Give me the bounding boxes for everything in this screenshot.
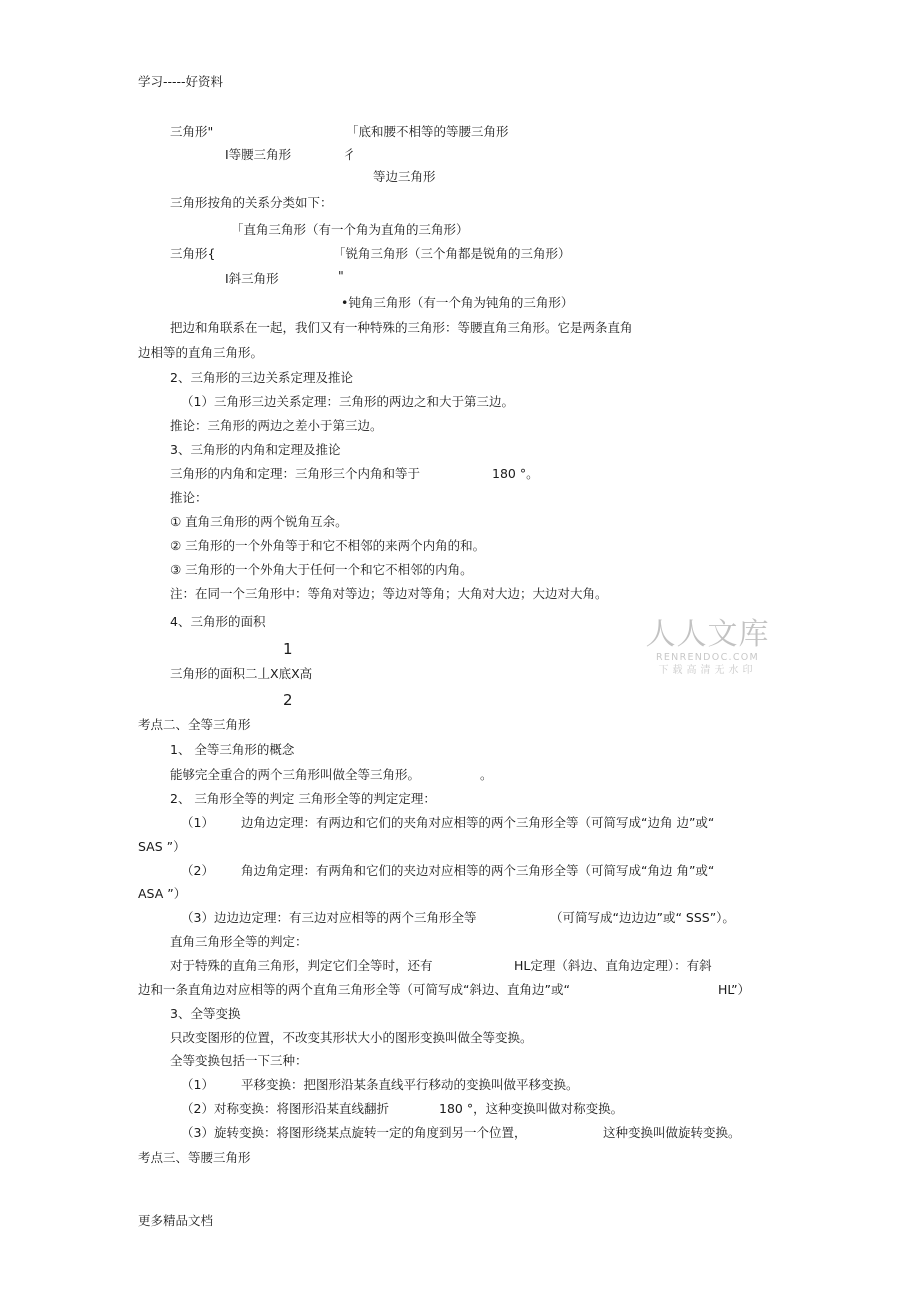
topic-heading: 考点三、等腰三角形 bbox=[138, 1150, 251, 1165]
watermark bbox=[640, 618, 775, 684]
list-item: 180 °，这种变换叫做对称变换。 bbox=[439, 1101, 624, 1116]
paragraph: 三角形的内角和定理：三角形三个内角和等于 bbox=[170, 466, 421, 481]
paragraph: 边和一条直角边对应相等的两个直角三角形全等（可简写成“斜边、直角边”或“ bbox=[138, 982, 570, 997]
classification-root-angles: 三角形{ bbox=[170, 246, 216, 261]
classification-root-sides: 三角形" bbox=[170, 124, 214, 139]
list-item: 平移变换：把图形沿某条直线平行移动的变换叫做平移变换。 bbox=[241, 1077, 579, 1092]
paragraph: 能够完全重合的两个三角形叫做全等三角形。 bbox=[170, 767, 421, 782]
list-item: 这种变换叫做旋转变换。 bbox=[603, 1125, 741, 1140]
paragraph: HL定理（斜边、直角边定理）：有斜 bbox=[514, 958, 712, 973]
page-header: 学习-----好资料 bbox=[138, 74, 224, 89]
classification-item: 等边三角形 bbox=[373, 169, 436, 184]
classification-item: I等腰三角形 bbox=[225, 147, 292, 162]
theorem: 角边角定理：有两角和它们的夹边对应相等的两个三角形全等（可简写成“角边 角”或“ bbox=[241, 863, 715, 878]
section-heading: 2、 三角形全等的判定 三角形全等的判定定理： bbox=[170, 791, 436, 806]
fraction-numerator: 1 bbox=[283, 640, 293, 658]
paragraph: 。 bbox=[480, 767, 493, 782]
list-item: （3）旋转变换：将图形绕某点旋转一定的角度到另一个位置， bbox=[181, 1125, 527, 1140]
paragraph: 直角三角形全等的判定： bbox=[170, 934, 308, 949]
note: 注：在同一个三角形中：等角对等边；等边对等角；大角对大边；大边对大角。 bbox=[170, 586, 608, 601]
section-heading: 2、三角形的三边关系定理及推论 bbox=[170, 370, 353, 385]
section-heading: 3、全等变换 bbox=[170, 1006, 241, 1021]
classification-brace: 彳 bbox=[343, 147, 356, 162]
area-formula: 三角形的面积二丄X底X高 bbox=[170, 666, 313, 681]
paragraph: 全等变换包括一下三种： bbox=[170, 1053, 308, 1068]
paragraph: 推论： bbox=[170, 490, 208, 505]
classification-item: •钝角三角形（有一个角为钝角的三角形） bbox=[341, 295, 574, 310]
paragraph: 只改变图形的位置，不改变其形状大小的图形变换叫做全等变换。 bbox=[170, 1030, 533, 1045]
classification-item: 「底和腰不相等的等腰三角形 bbox=[346, 124, 509, 139]
paragraph: 180 °。 bbox=[492, 466, 539, 481]
topic-heading: 考点二、全等三角形 bbox=[138, 717, 251, 732]
paragraph: 三角形按角的关系分类如下： bbox=[170, 195, 333, 210]
list-marker: （1） bbox=[181, 1077, 214, 1092]
fraction-denominator: 2 bbox=[283, 691, 293, 709]
paragraph: HL”） bbox=[718, 982, 751, 997]
paragraph: 对于特殊的直角三角形，判定它们全等时，还有 bbox=[170, 958, 433, 973]
list-item: ③ 三角形的一个外角大于任何一个和它不相邻的内角。 bbox=[170, 562, 473, 577]
theorem: 边角边定理：有两边和它们的夹角对应相等的两个三角形全等（可简写成“边角 边”或“ bbox=[241, 815, 715, 830]
page-footer: 更多精品文档 bbox=[138, 1213, 214, 1228]
watermark-slogan: 下载高清无水印 bbox=[658, 665, 757, 676]
classification-brace: " bbox=[338, 268, 344, 283]
theorem-continuation: ASA ”） bbox=[138, 886, 187, 901]
section-heading: 1、 全等三角形的概念 bbox=[170, 742, 295, 757]
list-marker: （1） bbox=[181, 815, 214, 830]
list-item: ② 三角形的一个外角等于和它不相邻的来两个内角的和。 bbox=[170, 538, 486, 553]
paragraph: （1）三角形三边关系定理：三角形的两边之和大于第三边。 bbox=[181, 394, 514, 409]
classification-item: I斜三角形 bbox=[225, 271, 279, 286]
section-heading: 3、三角形的内角和定理及推论 bbox=[170, 442, 341, 457]
paragraph: 推论：三角形的两边之差小于第三边。 bbox=[170, 418, 383, 433]
classification-item: 「直角三角形（有一个角为直角的三角形） bbox=[231, 222, 469, 237]
list-item: ① 直角三角形的两个锐角互余。 bbox=[170, 514, 348, 529]
watermark-domain: RENRENDOC.COM bbox=[655, 652, 760, 663]
paragraph: 把边和角联系在一起，我们又有一种特殊的三角形：等腰直角三角形。它是两条直角 bbox=[170, 320, 633, 335]
section-heading: 4、三角形的面积 bbox=[170, 614, 266, 629]
list-marker: （2） bbox=[181, 863, 214, 878]
watermark-logo: 人人文库 bbox=[645, 617, 770, 652]
list-item: （2）对称变换：将图形沿某直线翻折 bbox=[181, 1101, 389, 1116]
classification-item: 「锐角三角形（三个角都是锐角的三角形） bbox=[333, 246, 571, 261]
theorem: （可简写成“边边边”或“ SSS”）。 bbox=[550, 910, 735, 925]
theorem-continuation: SAS ”） bbox=[138, 839, 186, 854]
paragraph: 边相等的直角三角形。 bbox=[138, 345, 264, 360]
theorem: （3）边边边定理：有三边对应相等的两个三角形全等 bbox=[181, 910, 477, 925]
